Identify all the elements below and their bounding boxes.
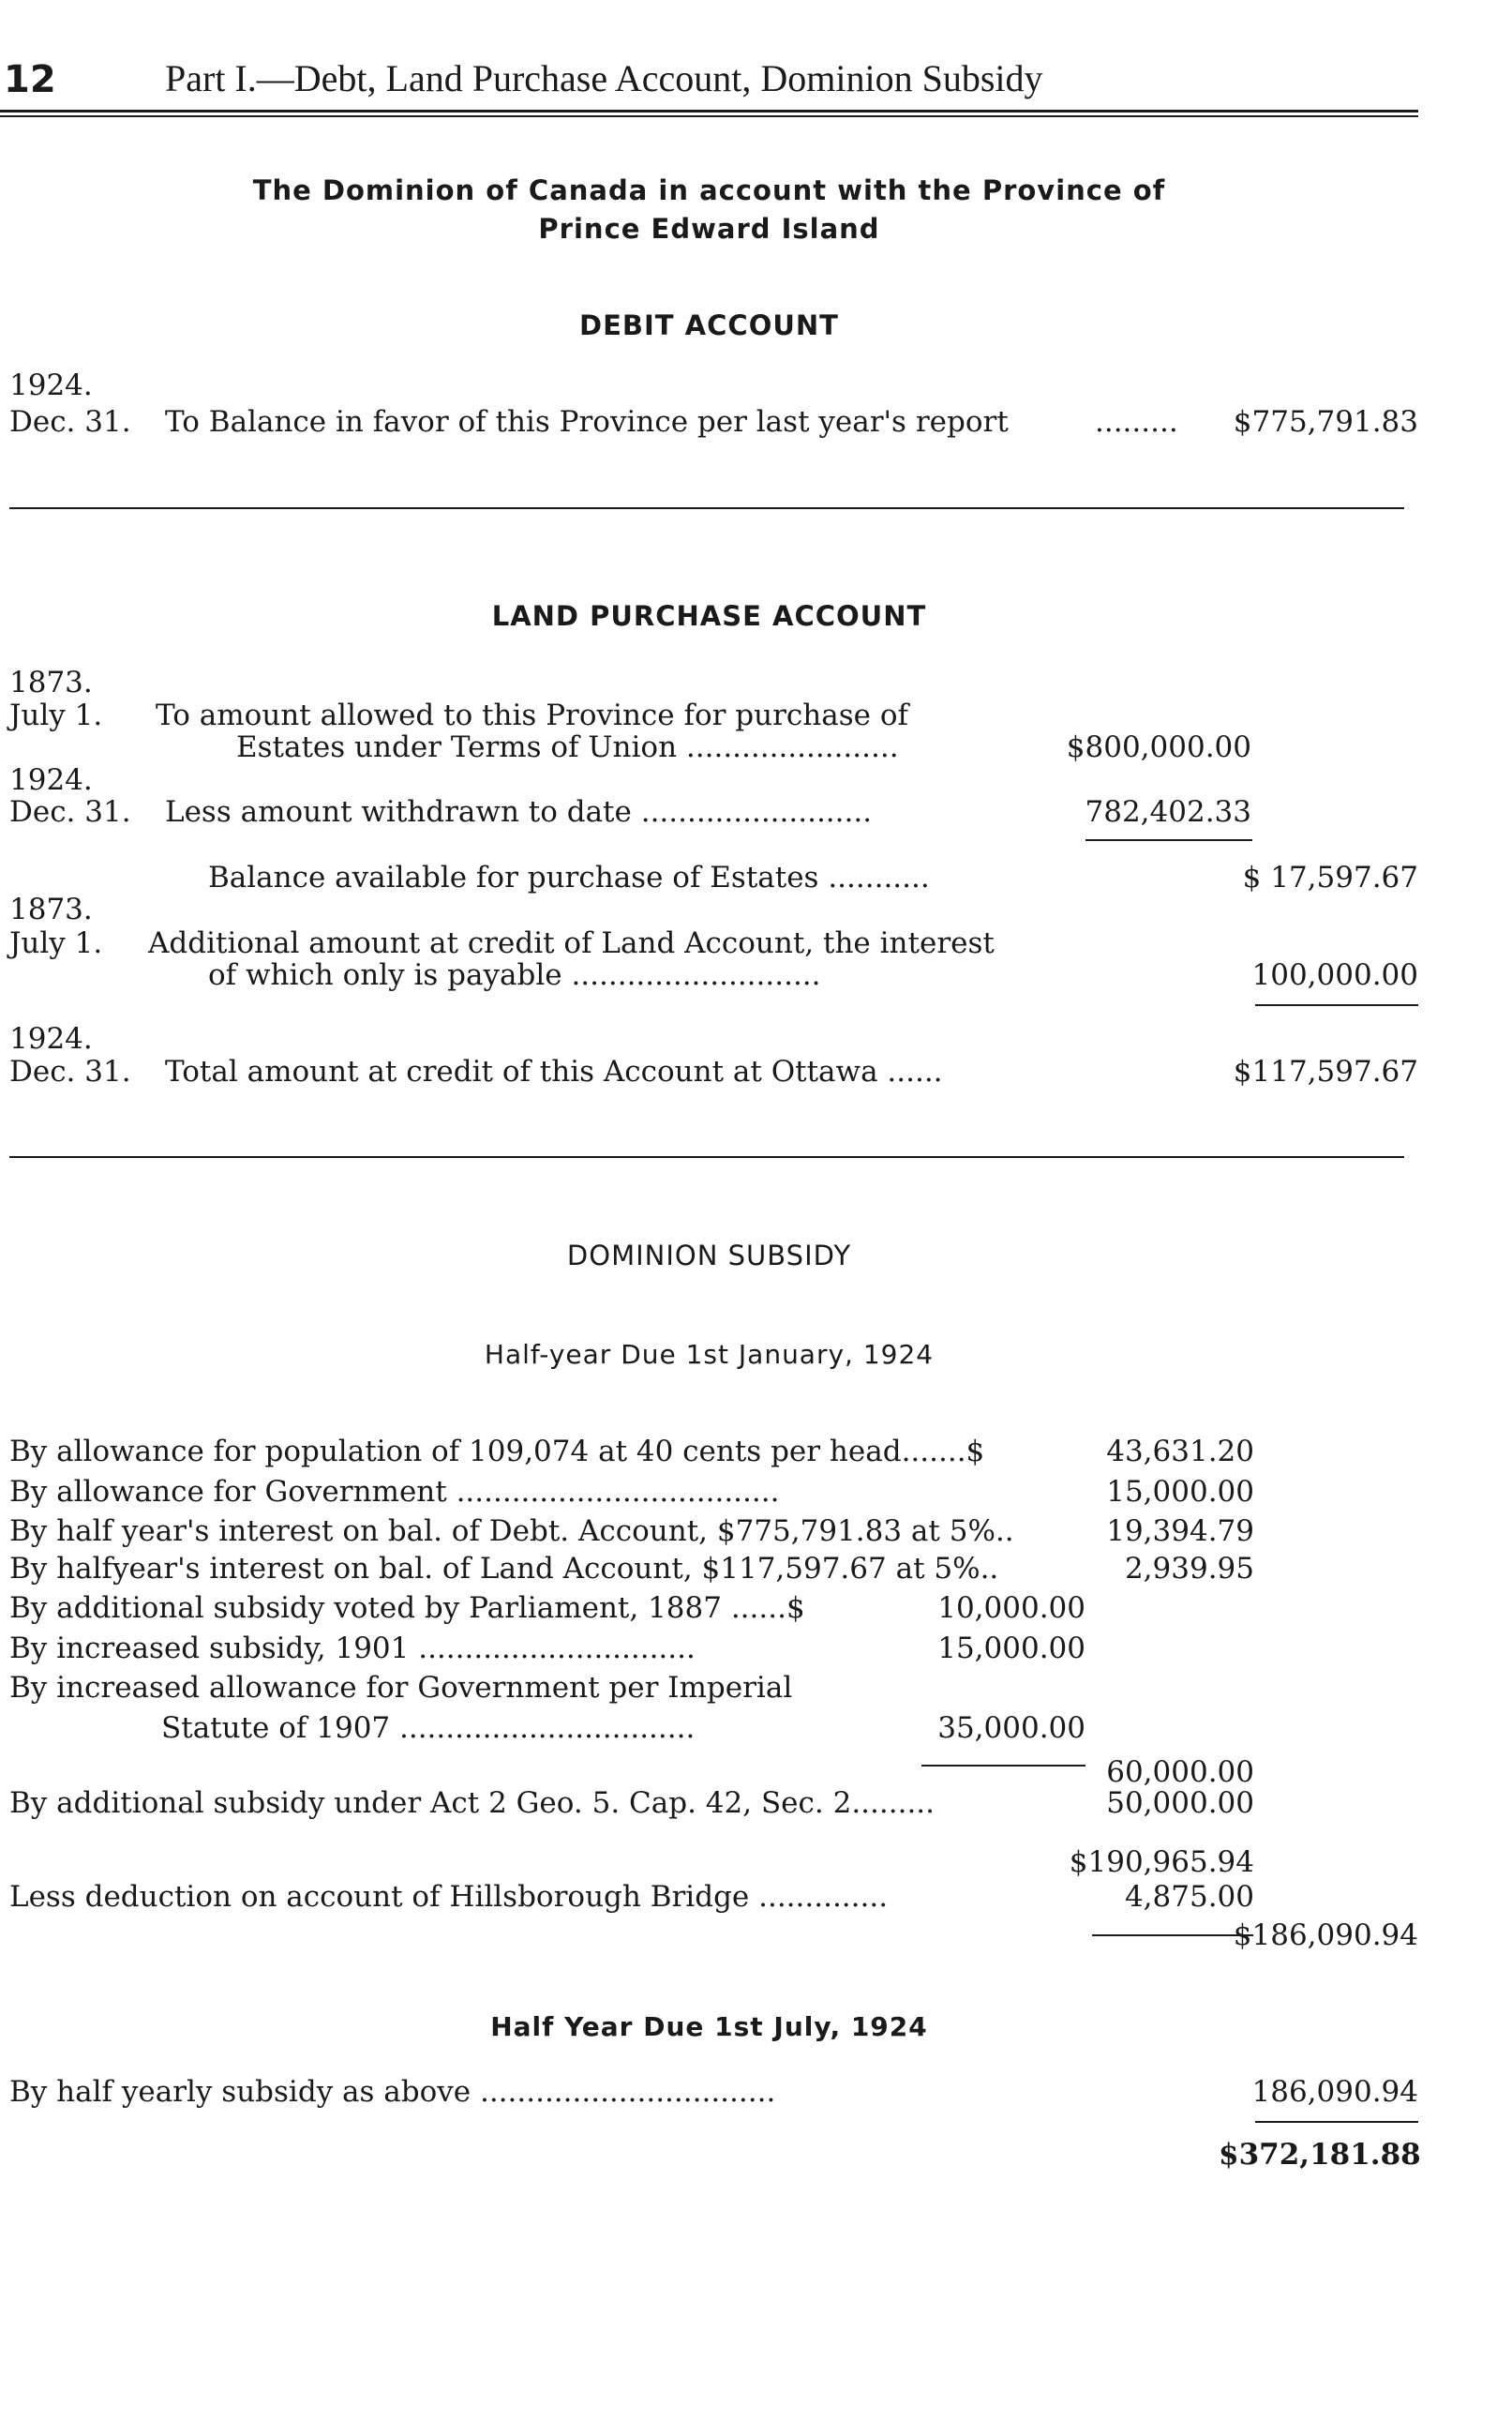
subsidy-subtitle-january: Half-year Due 1st January, 1924 <box>484 1339 935 1370</box>
land-row2-year: 1924. <box>9 763 93 797</box>
land-row4-amount: 100,000.00 <box>1251 958 1418 992</box>
land-row4-year: 1873. <box>9 893 93 926</box>
debit-text: To Balance in favor of this Province per last year's report <box>165 405 1009 439</box>
subsidy-amount-additional-1887: 10,000.00 <box>937 1591 1085 1625</box>
subsidy-subtitle-july: Half Year Due 1st July, 1924 <box>490 2011 928 2042</box>
subsidy-grand-total: $372,181.88 <box>1219 2138 1421 2172</box>
subsidy-amount-additional-total: 60,000.00 <box>1106 1755 1254 1789</box>
heading-line-2: Prince Edward Island <box>538 213 880 245</box>
subsidy-amount-act: 50,000.00 <box>1106 1786 1254 1820</box>
subsidy-amount-debt-interest: 19,394.79 <box>1106 1514 1254 1548</box>
subsidy-net-total: $186,090.94 <box>1233 1918 1418 1952</box>
subsidy-line-imperial-2: Statute of 1907 ................................ <box>161 1711 696 1745</box>
land-row1-year: 1873. <box>9 666 93 699</box>
running-title: Part I.—Debt, Land Purchase Account, Dominion Subsidy <box>165 57 1043 99</box>
land-account-title: LAND PURCHASE ACCOUNT <box>491 600 927 632</box>
subsidy-gross-total: $190,965.94 <box>1069 1845 1254 1879</box>
subsidy-grand-total-rule <box>1255 2121 1418 2123</box>
subsidy-amount-deduction: 4,875.00 <box>1124 1880 1254 1914</box>
land-row5-text: Total amount at credit of this Account at Ottawa ...... <box>165 1055 943 1089</box>
land-row5-date: Dec. 31. <box>9 1055 131 1089</box>
land-row4-text-1: Additional amount at credit of Land Account, the interest <box>148 926 995 960</box>
subsidy-line-act: By additional subsidy under Act 2 Geo. 5. Cap. 42, Sec. 2......... <box>9 1786 936 1820</box>
subsidy-line-imperial-1: By increased allowance for Government per Imperial <box>9 1671 793 1705</box>
subsidy-amount-imperial: 35,000.00 <box>937 1711 1085 1745</box>
land-row3-amount: $ 17,597.67 <box>1242 861 1418 895</box>
subsidy-line-population: By allowance for population of 109,074 at 40 cents per head.......$ <box>9 1435 985 1468</box>
land-row5-year: 1924. <box>9 1022 93 1056</box>
land-row1-date: July 1. <box>9 699 103 732</box>
subsidy-amount-government: 15,000.00 <box>1106 1475 1254 1509</box>
debit-separator <box>9 507 1404 509</box>
debit-leader: ......... <box>1095 405 1178 439</box>
subsidy-title: DOMINION SUBSIDY <box>566 1240 852 1271</box>
subsidy-amount-land-interest: 2,939.95 <box>1124 1552 1254 1586</box>
land-row1-amount: $800,000.00 <box>1066 730 1251 764</box>
land-subtotal-rule <box>1085 839 1252 841</box>
subsidy-amount-population: 43,631.20 <box>1106 1435 1254 1468</box>
heading-line-1: The Dominion of Canada in account with the Province of <box>252 174 1166 206</box>
subsidy-line-government: By allowance for Government ................................... <box>9 1475 780 1509</box>
subsidy-amount-increased-1901: 15,000.00 <box>937 1632 1085 1665</box>
header-rule-bottom <box>0 115 1418 117</box>
debit-date: Dec. 31. <box>9 405 131 439</box>
page-number: 12 <box>4 58 56 101</box>
debit-year: 1924. <box>9 368 93 402</box>
land-row2-text: Less amount withdrawn to date ......................... <box>165 795 873 829</box>
subsidy-line-increased-1901: By increased subsidy, 1901 .............................. <box>9 1632 696 1665</box>
subsidy-line-debt-interest: By half year's interest on bal. of Debt. Account, $775,791.83 at 5%.. <box>9 1514 1014 1548</box>
land-row4-date: July 1. <box>9 926 103 960</box>
debit-account-title: DEBIT ACCOUNT <box>579 309 839 341</box>
land-total-rule <box>1255 1004 1418 1006</box>
land-row1-text-1: To amount allowed to this Province for purchase of <box>156 699 908 732</box>
land-row3-text: Balance available for purchase of Estates ........... <box>208 861 930 895</box>
subsidy-amount-half-yearly: 186,090.94 <box>1251 2075 1418 2109</box>
subsidy-line-land-interest: By halfyear's interest on bal. of Land Account, $117,597.67 at 5%.. <box>9 1552 999 1586</box>
subsidy-line-half-yearly: By half yearly subsidy as above ................................ <box>9 2075 776 2109</box>
debit-amount: $775,791.83 <box>1233 405 1418 439</box>
subsidy-line-additional-1887: By additional subsidy voted by Parliament, 1887 ......$ <box>9 1591 805 1625</box>
header-rule-top <box>0 110 1418 113</box>
land-row2-amount: 782,402.33 <box>1085 795 1251 829</box>
land-row1-text-2: Estates under Terms of Union ....................... <box>236 730 899 764</box>
subsidy-inner-sum-rule <box>921 1765 1085 1767</box>
subsidy-line-deduction: Less deduction on account of Hillsborough Bridge .............. <box>9 1880 889 1914</box>
land-row2-date: Dec. 31. <box>9 795 131 829</box>
land-separator <box>9 1156 1404 1158</box>
land-row4-text-2: of which only is payable ........................... <box>208 958 821 992</box>
land-row5-amount: $117,597.67 <box>1233 1055 1418 1089</box>
